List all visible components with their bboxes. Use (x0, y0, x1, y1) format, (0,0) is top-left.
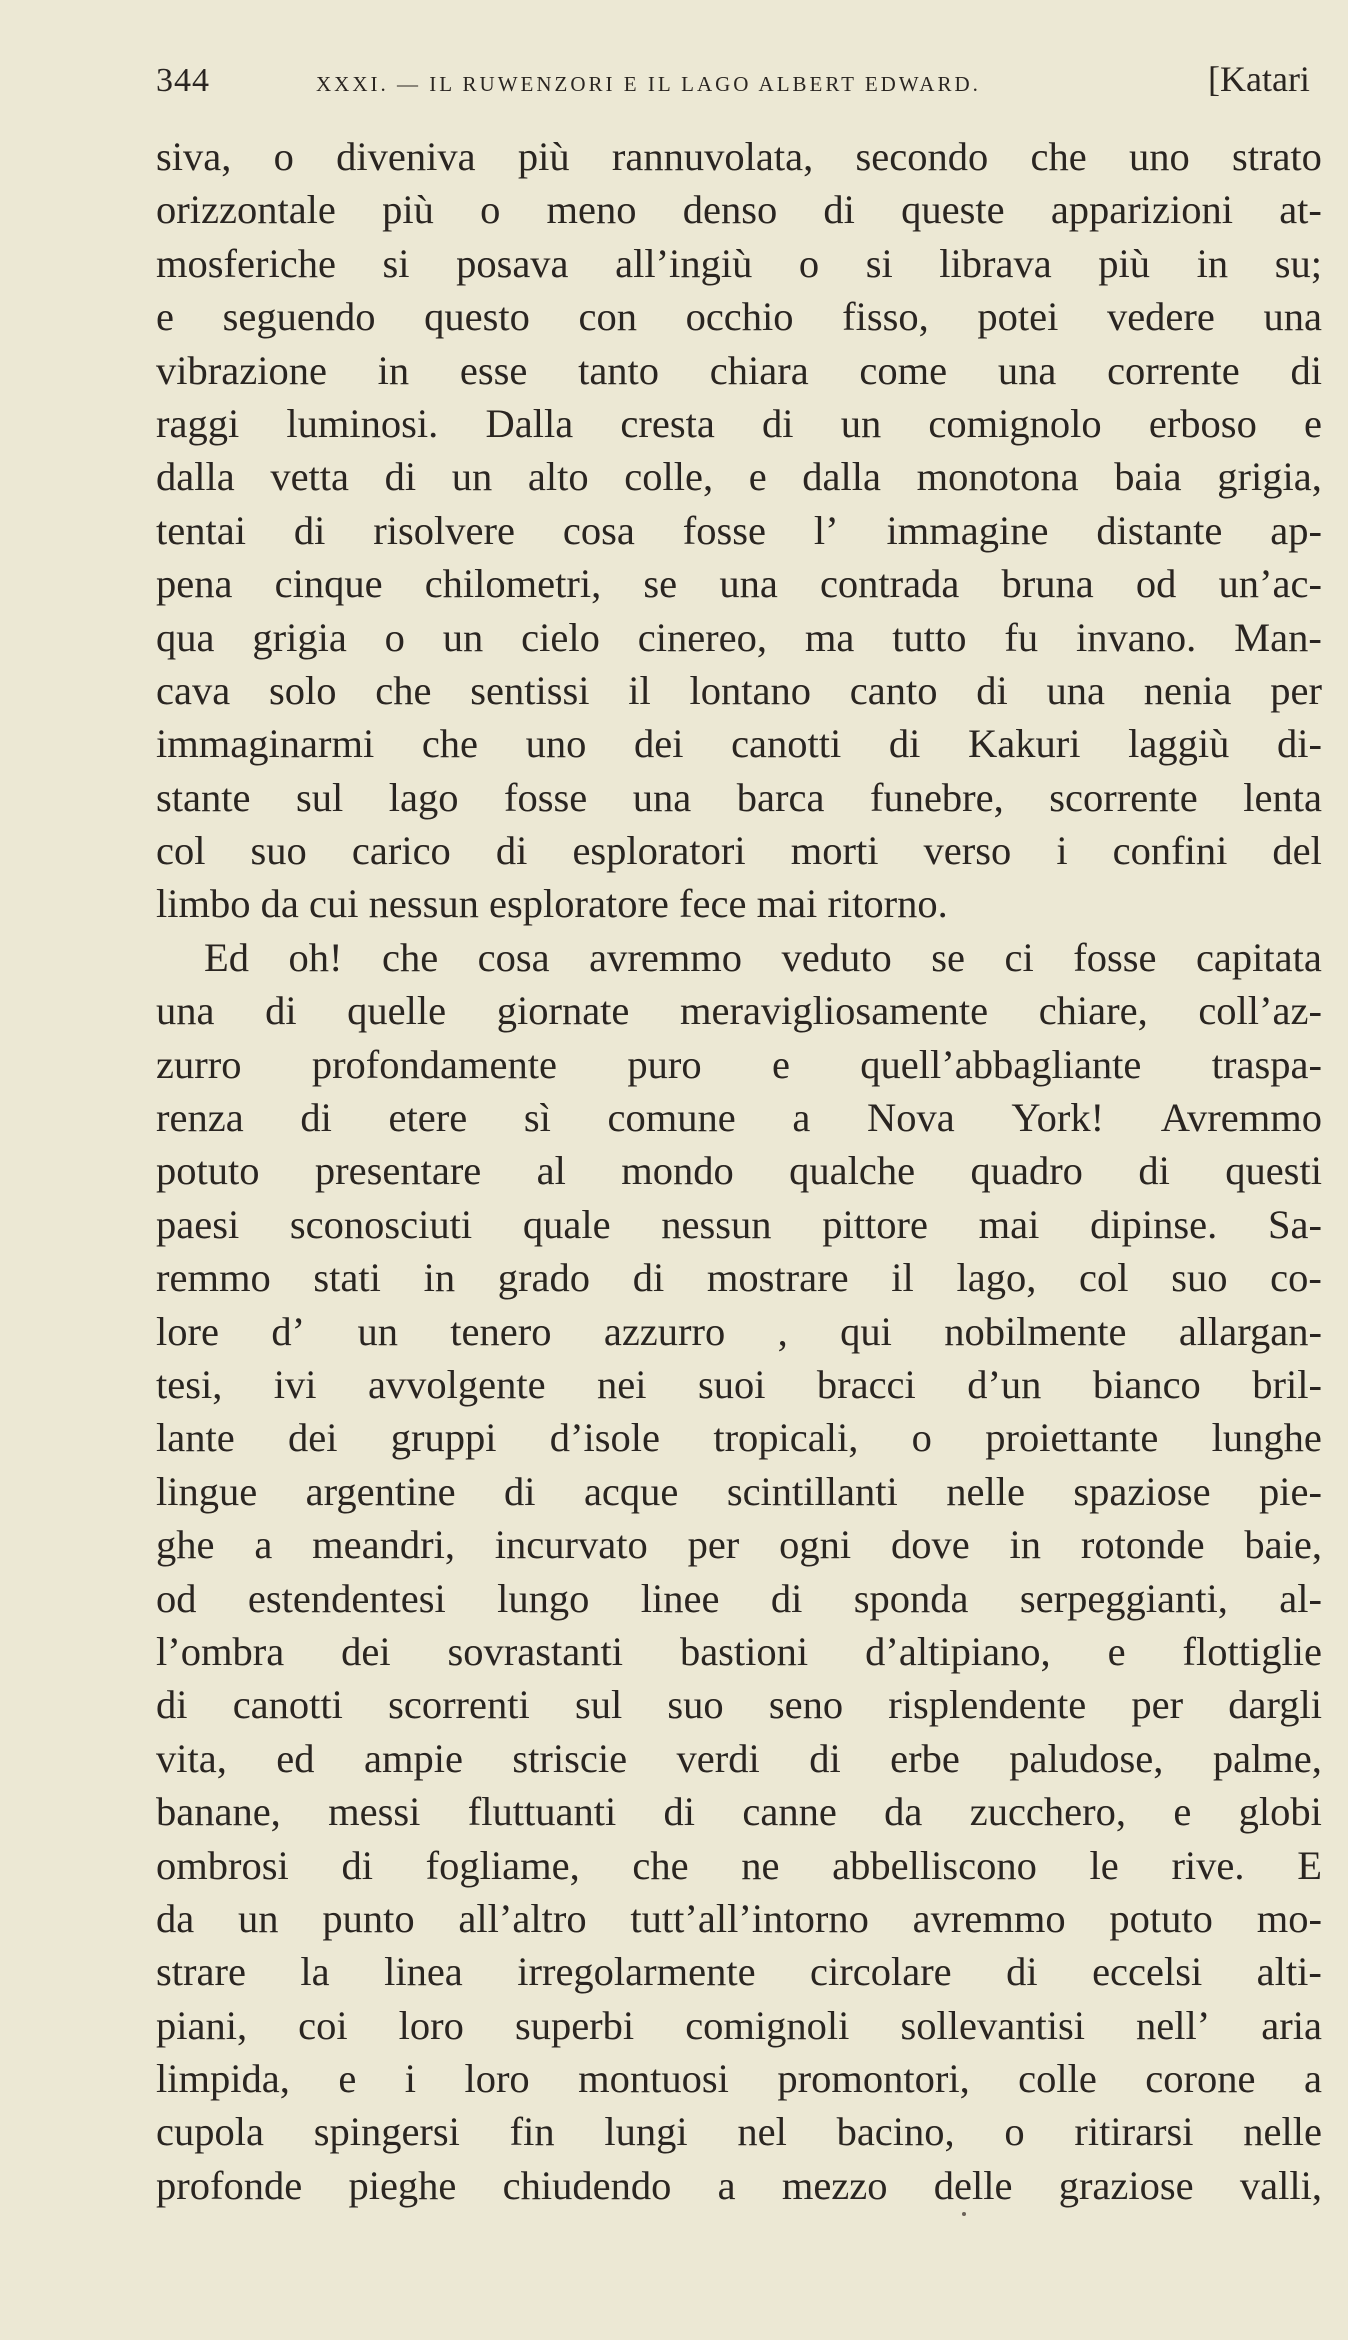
text-line: tentai di risolvere cosa fosse l’ immagine distante ap- (156, 507, 1322, 553)
text-line: vibrazione in esse tanto chiara come una corrente di (156, 347, 1322, 393)
body-text (156, 130, 1322, 2212)
text-line: lore d’ un tenero azzurro , qui nobilmente allargan- (156, 1308, 1322, 1354)
text-line: piani, coi loro superbi comignoli sollevantisi nell’ aria (156, 2002, 1322, 2048)
running-title: XXXI. — IL RUWENZORI E IL LAGO ALBERT EDWARD. (316, 72, 981, 96)
text-line: una di quelle giornate meravigliosamente chiare, coll’az- (156, 988, 1322, 1034)
text-line: col suo carico di esploratori morti verso i confini del (156, 828, 1322, 874)
text-line: siva, o diveniva più rannuvolata, secondo che uno strato (156, 134, 1322, 179)
text-line: dalla vetta di un alto colle, e dalla monotona baia grigia, (156, 454, 1322, 500)
text-line: lingue argentine di acque scintillanti nelle spaziose pie- (156, 1468, 1322, 1514)
text-line: ghe a meandri, incurvato per ogni dove in rotonde baie, (156, 1522, 1322, 1568)
text-line: lante dei gruppi d’isole tropicali, o proiettante lunghe (156, 1415, 1322, 1461)
page-number: 344 (156, 62, 210, 99)
text-line: e seguendo questo con occhio fisso, potei vedere una (156, 294, 1322, 340)
text-line: Ed oh! che cosa avremmo veduto se ci fosse capitata (204, 934, 1322, 980)
text-line: paesi sconosciuti quale nessun pittore mai dipinse. Sa- (156, 1201, 1322, 1247)
text-line: limpida, e i loro montuosi promontori, colle corone a (156, 2056, 1322, 2102)
text-line: stante sul lago fosse una barca funebre, scorrente lenta (156, 774, 1322, 820)
text-line: zurro profondamente puro e quell’abbagliante traspa- (156, 1041, 1322, 1087)
text-line: mosferiche si posava all’ingiù o si librava più in su; (156, 240, 1322, 286)
text-line: da un punto all’altro tutt’all’intorno avremmo potuto mo- (156, 1895, 1322, 1941)
paper-speck (962, 2212, 966, 2216)
text-line: vita, ed ampie striscie verdi di erbe paludose, palme, (156, 1735, 1322, 1781)
text-line: qua grigia o un cielo cinereo, ma tutto fu invano. Man- (156, 614, 1322, 660)
text-line: raggi luminosi. Dalla cresta di un comignolo erboso e (156, 400, 1322, 446)
text-line: l’ombra dei sovrastanti bastioni d’altipiano, e flottiglie (156, 1628, 1322, 1674)
section-marker: [Katari (1208, 59, 1310, 99)
text-line: potuto presentare al mondo qualche quadro di questi (156, 1148, 1322, 1194)
text-line: cupola spingersi fin lungi nel bacino, o ritirarsi nelle (156, 2109, 1322, 2155)
text-line: banane, messi fluttuanti di canne da zucchero, e globi (156, 1789, 1322, 1835)
text-line: od estendentesi lungo linee di sponda serpeggianti, al- (156, 1575, 1322, 1621)
text-line: renza di etere sì comune a Nova York! Avremmo (156, 1095, 1322, 1141)
page-header (156, 59, 1336, 102)
text-line: strare la linea irregolarmente circolare di eccelsi alti- (156, 1949, 1322, 1995)
text-line: ombrosi di fogliame, che ne abbelliscono le rive. E (156, 1842, 1322, 1888)
text-line: tesi, ivi avvolgente nei suoi bracci d’un bianco bril- (156, 1361, 1322, 1407)
text-line: cava solo che sentissi il lontano canto di una nenia per (156, 667, 1322, 713)
text-line: di canotti scorrenti sul suo seno risplendente per dargli (156, 1682, 1322, 1728)
text-line: immaginarmi che uno dei canotti di Kakuri laggiù di- (156, 721, 1322, 767)
text-line: remmo stati in grado di mostrare il lago, col suo co- (156, 1255, 1322, 1301)
text-line: profonde pieghe chiudendo a mezzo delle graziose valli, (156, 2162, 1322, 2208)
text-line: orizzontale più o meno denso di queste apparizioni at- (156, 187, 1322, 233)
text-line: limbo da cui nessun esploratore fece mai ritorno. (156, 881, 948, 927)
text-line: pena cinque chilometri, se una contrada bruna od un’ac- (156, 561, 1322, 607)
